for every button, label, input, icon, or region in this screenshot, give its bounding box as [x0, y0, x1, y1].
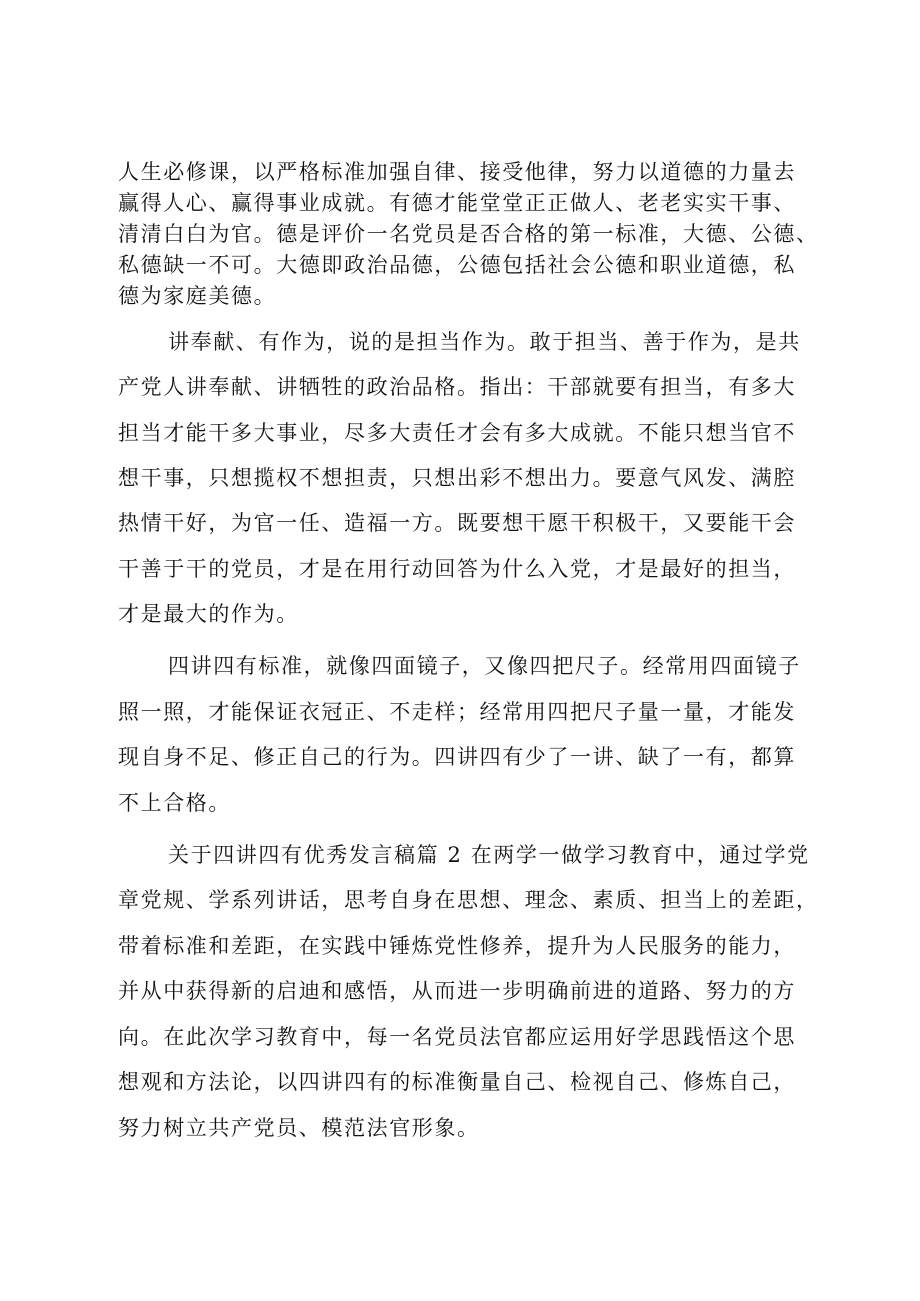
text-line: 才是最大的作为。: [118, 602, 299, 626]
text-line: 想干事，只想揽权不想担责，只想出彩不想出力。要意气风发、满腔: [118, 466, 796, 490]
text-line: 人生必修课，以严格标准加强自律、接受他律，努力以道德的力量去: [118, 160, 796, 184]
text-line: 德为家庭美德。: [118, 284, 277, 308]
text-line: 照一照，才能保证衣冠正、不走样；经常用四把尺子量一量，才能发: [118, 700, 796, 724]
text-line: 私德缺一不可。大德即政治品德，公德包括社会公德和职业道德，私: [118, 253, 796, 277]
text-line: 干善于干的党员，才是在用行动回答为什么入党，才是最好的担当，: [118, 557, 796, 581]
text-line: 章党规、学系列讲话，思考自身在思想、理念、素质、担当上的差距，: [118, 888, 819, 912]
text-line: 努力树立共产党员、模范法官形象。: [118, 1116, 480, 1140]
text-line: 并从中获得新的启迪和感悟，从而进一步明确前进的道路、努力的方: [118, 979, 796, 1003]
text-line: 想观和方法论，以四讲四有的标准衡量自己、检视自己、修炼自己，: [118, 1070, 796, 1094]
text-line: 热情干好，为官一任、造福一方。既要想干愿干积极干，又要能干会: [118, 511, 796, 535]
text-line: 不上合格。: [118, 791, 231, 815]
text-line: 带着标准和差距，在实践中锤炼党性修养，提升为人民服务的能力，: [118, 934, 796, 958]
text-line: 现自身不足、修正自己的行为。四讲四有少了一讲、缺了一有，都算: [118, 745, 796, 769]
text-line: 四讲四有标准，就像四面镜子，又像四把尺子。经常用四面镜子: [168, 654, 801, 678]
text-line: 讲奉献、有作为，说的是担当作为。敢于担当、善于作为，是共: [168, 330, 801, 354]
text-line: 赢得人心、赢得事业成就。有德才能堂堂正正做人、老老实实干事、: [118, 191, 796, 215]
text-line: 担当才能干多大事业，尽多大责任才会有多大成就。不能只想当官不: [118, 421, 796, 445]
text-line: 产党人讲奉献、讲牺牲的政治品格。指出：干部就要有担当，有多大: [118, 375, 796, 399]
text-line: 清清白白为官。德是评价一名党员是否合格的第一标准，大德、公德、: [118, 222, 819, 246]
text-line: 向。在此次学习教育中，每一名党员法官都应运用好学思践悟这个思: [118, 1025, 796, 1049]
text-line: 关于四讲四有优秀发言稿篇 2 在两学一做学习教育中，通过学党: [168, 843, 810, 867]
